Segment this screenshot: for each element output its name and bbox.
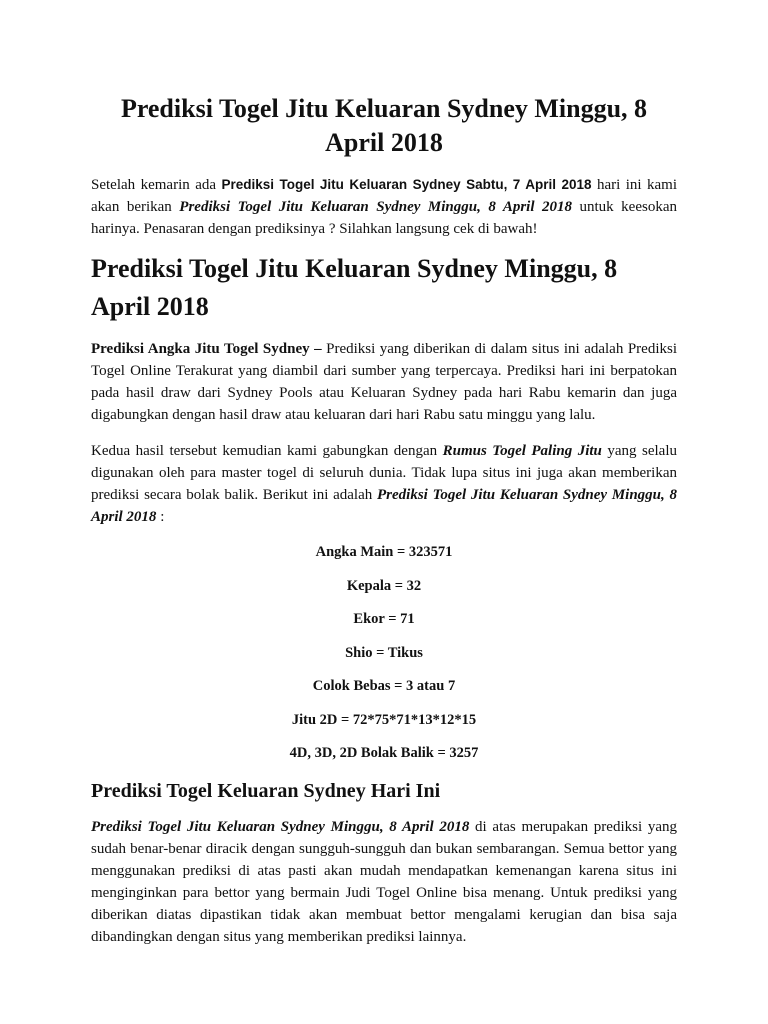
paragraph-2-text-2: yang selalu digunakan oleh para master togel di seluruh dunia. Tidak lupa situs ini juga akan memberikan prediksi secara bolak balik. Berikut ini adalah	[91, 443, 677, 503]
paragraph-1	[91, 338, 677, 426]
paragraph-2	[91, 440, 677, 528]
intro-text-2: hari ini kami akan berikan	[91, 177, 677, 215]
paragraph-3	[91, 816, 677, 948]
intro-related-post: Prediksi Togel Jitu Keluaran Sydney Sabtu, 7 April 2018	[221, 177, 592, 192]
paragraph-2-emphasis: Prediksi Togel Jitu Keluaran Sydney Minggu, 8 April 2018	[91, 487, 677, 525]
intro-emphasis: Prediksi Togel Jitu Keluaran Sydney Minggu, 8 April 2018	[179, 199, 572, 215]
section-heading-today: Prediksi Togel Keluaran Sydney Hari Ini	[91, 779, 441, 802]
formula-emphasis: Rumus Togel Paling Jitu	[442, 443, 602, 459]
intro-text-3: untuk keesokan harinya. Penasaran dengan prediksinya ? Silahkan langsung cek di bawah!	[91, 199, 677, 237]
prediction-jitu-2d: Jitu 2D = 72*75*71*13*12*15	[291, 711, 477, 728]
intro-paragraph	[91, 174, 677, 240]
prediction-colok-bebas: Colok Bebas = 3 atau 7	[312, 678, 456, 694]
prediction-ekor: Ekor = 71	[353, 611, 415, 627]
prediction-list	[91, 542, 677, 763]
paragraph-2-text-3: :	[156, 509, 165, 525]
paragraph-3-emphasis: Prediksi Togel Jitu Keluaran Sydney Minggu, 8 April 2018	[91, 818, 470, 835]
paragraph-3-text: di atas merupakan prediksi yang sudah benar-benar diracik dengan sungguh-sungguh dan bukan sembarangan. Semua bettor yang menggunakan prediksi di atas pasti akan mudah mendapatkan kemenangan karena situs ini menginginkan para bettor yang bermain Judi Togel Online bisa menang. Untuk prediksi yang diberikan diatas dipastikan tidak akan membuat bettor mengalami kerugian dan bisa saja dibandingkan dengan situs yang memberikan prediksi lainnya.	[91, 818, 677, 945]
prediction-kepala: Kepala = 32	[346, 577, 422, 594]
prediction-angka-main: Angka Main = 323571	[315, 544, 453, 560]
page-title: Prediksi Togel Jitu Keluaran Sydney Minggu, 8 April 2018	[120, 94, 648, 157]
section-heading-main: Prediksi Togel Jitu Keluaran Sydney Minggu, 8 April 2018	[91, 254, 618, 321]
intro-text-1: Setelah kemarin ada	[91, 177, 222, 193]
paragraph-2-text-1: Kedua hasil tersebut kemudian kami gabungkan dengan	[91, 443, 443, 459]
prediction-bolak-balik: 4D, 3D, 2D Bolak Balik = 3257	[289, 745, 479, 761]
prediction-shio: Shio = Tikus	[345, 644, 423, 661]
paragraph-1-text: Prediksi yang diberikan di dalam situs ini adalah Prediksi Togel Online Terakurat yang diambil dari sumber yang terpercaya. Prediksi hari ini berpatokan pada hasil draw dari Sydney Pools atau Keluaran Sydney pada hari Rabu kemarin dan juga digabungkan dengan hasil draw atau keluaran dari hari Rabu satu minggu yang lalu.	[91, 341, 678, 423]
paragraph-1-lead: Prediksi Angka Jitu Togel Sydney –	[91, 341, 322, 357]
